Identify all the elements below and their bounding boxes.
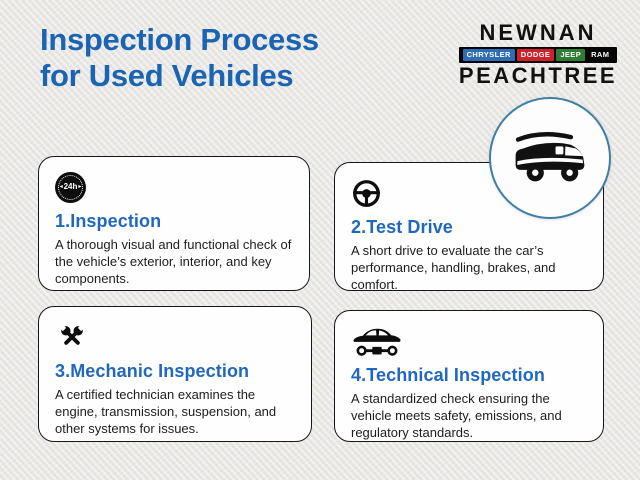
dealer-location: PEACHTREE: [458, 62, 618, 88]
card-mechanic-icon-wrap: [55, 319, 295, 355]
brand-jeep-label: JEEP: [556, 49, 585, 61]
card-test-drive-body: A short drive to evaluate the car’s performance, handling, brakes, and comfort.: [351, 243, 556, 292]
card-technical-title: 4.Technical Inspection: [351, 365, 545, 385]
card-mechanic-body: A certified technician examines the engine, transmission, suspension, and other systems for issues.: [55, 387, 277, 436]
card-inspection: [38, 156, 310, 291]
brand-dodge-label: DODGE: [517, 49, 555, 61]
card-mechanic-inspection: [38, 306, 312, 442]
card-inspection-icon-wrap: [55, 169, 293, 205]
brand-chrysler-label: CHRYSLER: [463, 49, 515, 61]
page-title: [40, 22, 380, 94]
vehicle-circle-badge: [489, 97, 611, 219]
card-inspection-body: A thorough visual and functional check of the vehicle’s exterior, interior, and key components.: [55, 237, 292, 286]
card-technical-body: A standardized check ensuring the vehicle meets safety, emissions, and regulatory standards.: [351, 391, 562, 440]
24h-icon-label: 24h: [63, 182, 78, 191]
dealer-name: NEWNAN: [479, 20, 597, 45]
card-test-drive-title: 2.Test Drive: [351, 217, 453, 237]
24h-left-arrow: ◂: [59, 184, 63, 190]
brand-bar: [459, 47, 617, 63]
dealer-logo: [454, 22, 622, 87]
steering-wheel-icon: [351, 178, 382, 209]
card-mechanic-title: 3.Mechanic Inspection: [55, 361, 250, 381]
page-title-line2: for Used Vehicles: [40, 57, 294, 93]
car-chassis-icon: [351, 323, 403, 359]
card-inspection-title: 1.Inspection: [55, 211, 162, 231]
card-technical-inspection: [334, 310, 604, 442]
crossed-wrenches-icon: [55, 320, 89, 354]
24h-right-arrow: ▸: [78, 184, 82, 190]
card-technical-icon-wrap: [351, 323, 587, 359]
brand-ram-label: RAM: [587, 49, 613, 61]
page-title-line1: Inspection Process: [40, 22, 319, 57]
24h-clock-icon: [55, 172, 86, 203]
minivan-icon: [507, 127, 593, 189]
